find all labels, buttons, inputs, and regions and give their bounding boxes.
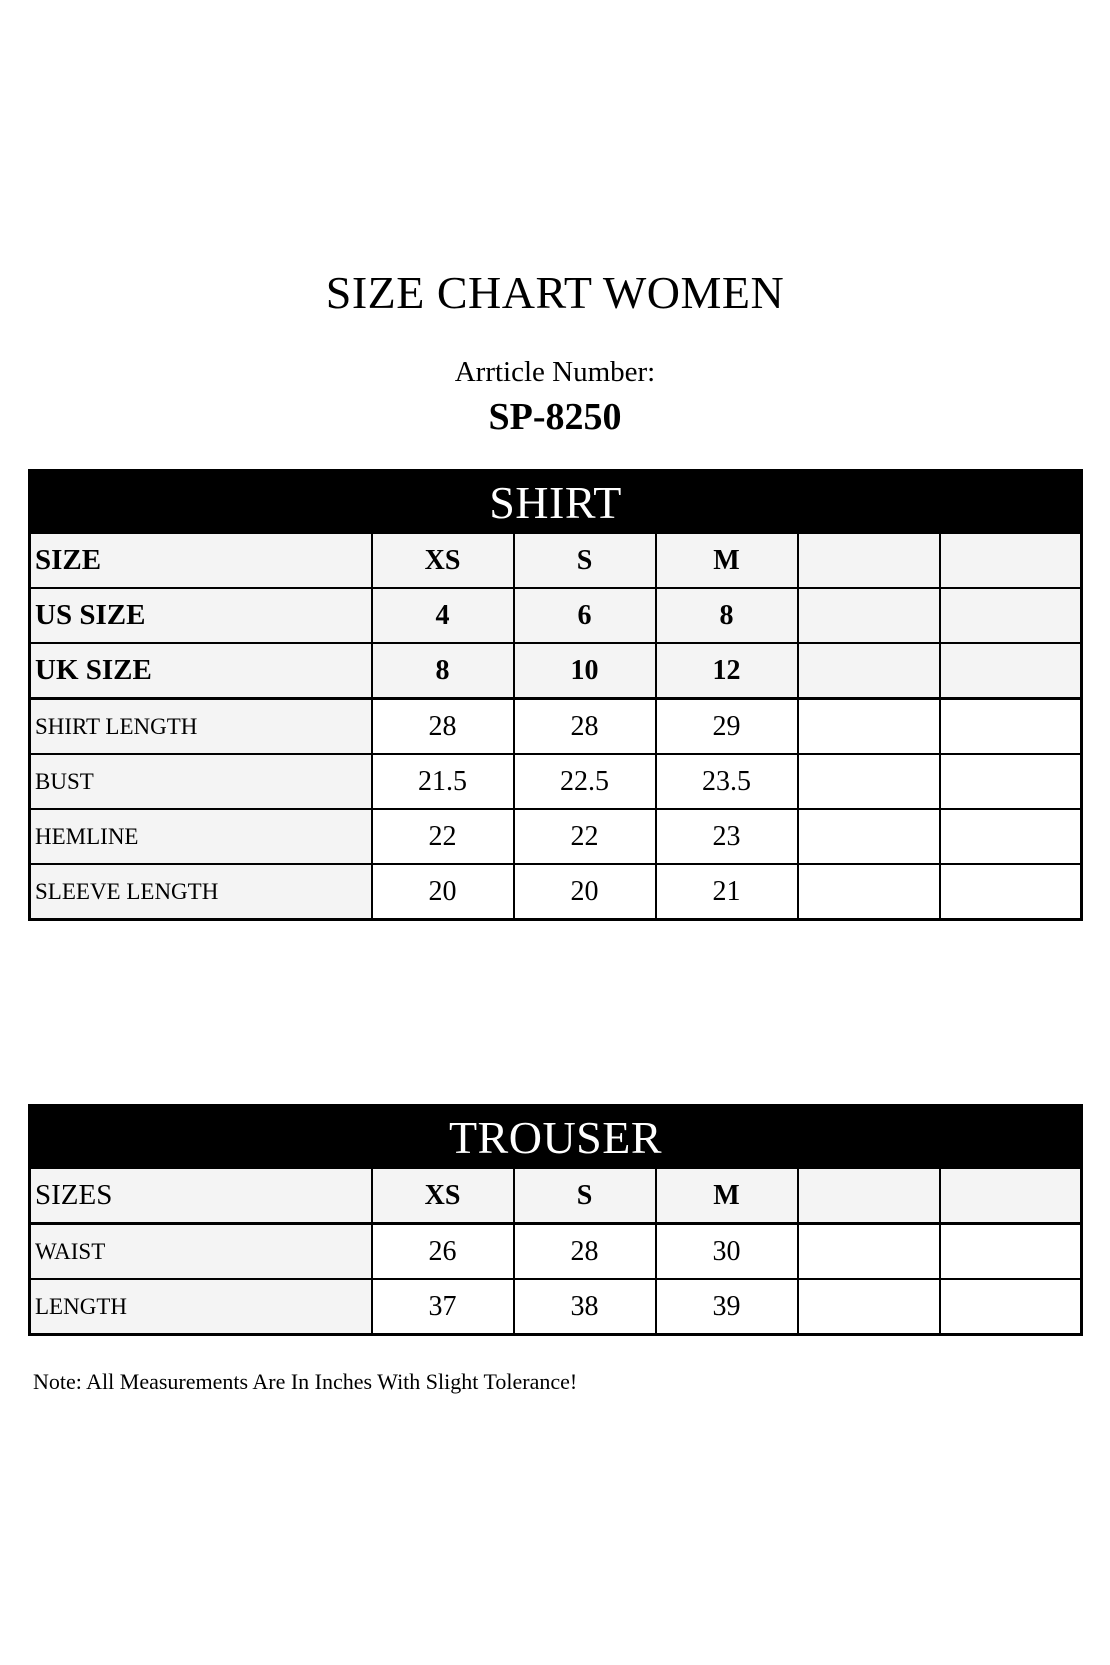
measurement-cell: 21	[656, 864, 798, 920]
measurement-cell: 26	[372, 1224, 514, 1280]
row-label: SIZE	[30, 533, 372, 588]
row-label: WAIST	[30, 1224, 372, 1280]
measurement-cell: 28	[372, 699, 514, 755]
measurement-cell: 20	[372, 864, 514, 920]
measurement-cell: 37	[372, 1279, 514, 1335]
size-cell: S	[514, 533, 656, 588]
row-label: SIZES	[30, 1168, 372, 1224]
sleeve-length-row	[30, 864, 1082, 920]
measurement-cell	[940, 754, 1082, 809]
size-cell	[798, 643, 940, 699]
trouser-sizes-row	[30, 1168, 1082, 1224]
measurement-cell: 22	[514, 809, 656, 864]
measurement-cell: 23.5	[656, 754, 798, 809]
article-number-label: Arrticle Number:	[454, 356, 656, 388]
size-cell: XS	[372, 1168, 514, 1224]
measurement-cell	[940, 809, 1082, 864]
size-cell: XS	[372, 533, 514, 588]
measurement-cell	[940, 699, 1082, 755]
size-cell: 8	[656, 588, 798, 643]
shirt-size-table	[28, 469, 1083, 921]
size-cell: 12	[656, 643, 798, 699]
shirt-length-row	[30, 699, 1082, 755]
size-cell: M	[656, 1168, 798, 1224]
waist-row	[30, 1224, 1082, 1280]
size-cell: 8	[372, 643, 514, 699]
size-cell	[798, 533, 940, 588]
row-label: UK SIZE	[30, 643, 372, 699]
article-number: SP-8250	[488, 396, 622, 438]
size-cell: M	[656, 533, 798, 588]
row-label: BUST	[30, 754, 372, 809]
measurement-cell: 20	[514, 864, 656, 920]
size-cell: 4	[372, 588, 514, 643]
trouser-size-table	[28, 1104, 1083, 1336]
hemline-row	[30, 809, 1082, 864]
measurement-cell: 30	[656, 1224, 798, 1280]
measurement-cell	[798, 1279, 940, 1335]
size-cell: 6	[514, 588, 656, 643]
row-label: US SIZE	[30, 588, 372, 643]
row-label: LENGTH	[30, 1279, 372, 1335]
size-cell	[798, 588, 940, 643]
measurement-cell	[798, 1224, 940, 1280]
measurement-cell	[940, 864, 1082, 920]
measurement-cell: 38	[514, 1279, 656, 1335]
measurement-cell	[940, 1279, 1082, 1335]
shirt-size-row	[30, 533, 1082, 588]
trouser-heading: TROUSER	[30, 1106, 1082, 1169]
measurement-cell	[798, 699, 940, 755]
row-label: SLEEVE LENGTH	[30, 864, 372, 920]
measurement-cell: 39	[656, 1279, 798, 1335]
measurement-cell	[798, 754, 940, 809]
measurement-cell: 22.5	[514, 754, 656, 809]
measurement-cell: 21.5	[372, 754, 514, 809]
measurement-cell: 22	[372, 809, 514, 864]
page-title: SIZE CHART WOMEN	[325, 267, 785, 318]
size-cell: 10	[514, 643, 656, 699]
size-cell	[940, 588, 1082, 643]
trouser-length-row	[30, 1279, 1082, 1335]
measurement-cell: 29	[656, 699, 798, 755]
measurement-cell: 28	[514, 1224, 656, 1280]
row-label: HEMLINE	[30, 809, 372, 864]
measurement-cell	[798, 864, 940, 920]
shirt-us-size-row	[30, 588, 1082, 643]
row-label: SHIRT LENGTH	[30, 699, 372, 755]
measurement-note: Note: All Measurements Are In Inches With Slight Tolerance!	[33, 1369, 578, 1394]
measurement-cell: 28	[514, 699, 656, 755]
measurement-cell	[798, 809, 940, 864]
size-cell	[940, 533, 1082, 588]
size-cell	[940, 1168, 1082, 1224]
measurement-cell: 23	[656, 809, 798, 864]
bust-row	[30, 754, 1082, 809]
size-cell: S	[514, 1168, 656, 1224]
size-cell	[940, 643, 1082, 699]
measurement-cell	[940, 1224, 1082, 1280]
shirt-heading: SHIRT	[30, 471, 1082, 534]
size-cell	[798, 1168, 940, 1224]
shirt-uk-size-row	[30, 643, 1082, 699]
